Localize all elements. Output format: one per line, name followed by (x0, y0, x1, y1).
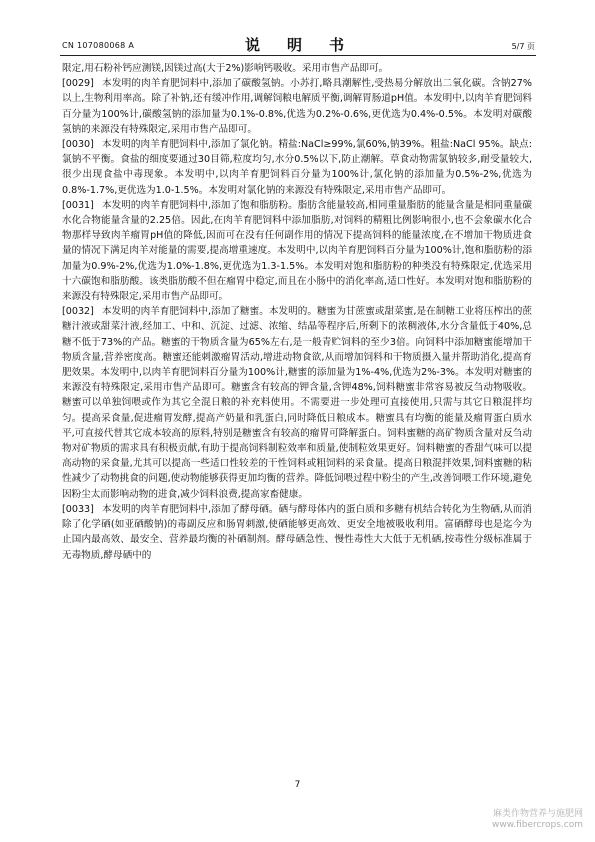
paragraph-0032 (62, 304, 532, 502)
paragraph-text: 本发明的肉羊育肥饲料中,添加了氯化钠。精盐:NaCl≥99%,氯60%,钠39%。粗盐:NaCl 95%。缺点:氯钠不平衡。食盐的细度要通过30目筛,粒度均匀,水分0.5%以下,防止潮解。草食动物需氯钠较多,耐受量较大,很少出现食盐中毒现象。本发明中,以肉羊育肥饲料百分量为100%计,氯化钠的添加量为0.5%-2%,优选为0.8%-1.7%,更优选为1.0-1.5%。本发明对氯化钠的来源没有特殊限定,采用市售产品即可。 (62, 139, 532, 196)
paragraph-text: 本发明的肉羊育肥饲料中,添加了糖蜜。本发明的。糖蜜为甘蔗蜜或甜菜蜜,是在制糖工业将压榨出的蔗糖汁液或甜菜汁液,经加工、中和、沉淀、过滤、浓缩、结晶等程序后,所剩下的浓稠液体,水分含量低于40%,总糖不低于73%的产品。糖蜜的干物质含量为65%左右,是一般青贮饲料的至少3倍。向饲料中添加糖蜜能增加干物质含量,营养密度高。糖蜜还能刺激瘤胃活动,增进动物食欲,从而增加饲料和干物质摄入量并帮助消化,提高育肥效果。本发明中,以肉羊育肥饲料百分量为100%计,糖蜜的添加量为1%-4%,优选为2%-3%。本发明对糖蜜的来源没有特殊限定,采用市售产品即可。糖蜜含有较高的钾含量,含钾48%,饲料糖蜜非常容易被反刍动物吸收。糖蜜可以单独饲喂或作为其它全混日粮的补充料使用。不需要进一步处理可直接使用,只需与其它日粮混拌均匀。提高采食量,促进瘤胃发酵,提高产奶量和乳蛋白,同时降低日粮成本。糖蜜具有均衡的能量及瘤胃蛋白质水平,可直接代替其它成本较高的原料,特别是糖蜜含有较高的瘤胃可降解蛋白。饲料蜜糖的高矿物质含量对反刍动物对矿物质的需求具有积极贡献,有助于提高饲料制粒效率和质量,使制粒效果更好。饲料糖蜜的香甜气味可以提高动物的采食量,尤其可以提高一些适口性较差的干性饲料或粗饲料的采食量。提高日粮混拌效果,饲料蜜糖的粘性减少了动物挑食的问题,使动物能够获得更加均衡的营养。降低饲喂过程中粉尘的产生,改善饲喂工作环境,避免因粉尘太而影响动物的进食,减少饲料浪费,提高家畜健康。 (62, 306, 532, 500)
document-body (62, 61, 532, 563)
paragraph-0030 (62, 137, 532, 198)
page-title: 说 明 书 (244, 36, 350, 54)
doc-number: CN 107080068 A (62, 41, 135, 50)
watermark-text: 麻类作物营养与施肥网 (492, 809, 583, 819)
paragraph-0029 (62, 76, 532, 137)
paragraph-number: [0030] (62, 139, 94, 151)
paragraph-number: [0032] (62, 306, 94, 318)
page-number: 7 (294, 780, 301, 790)
paragraph-text: 本发明的肉羊育肥饲料中,添加了碳酸氢钠。小苏打,略具潮解性,受热易分解放出二氧化碳。含钠27%以上,生物利用率高。除了补钠,还有缓冲作用,调解饲粮电解质平衡,调解胃肠道pH值。本发明中,以肉羊育肥饲料百分量为100%计,碳酸氢钠的添加量为0.1%-0.8%,优选为0.2%-0.6%,更优选为0.4%-0.5%。本发明对碳酸氢钠的来源没有特殊限定,采用市售产品即可。 (62, 78, 532, 135)
paragraph-number: [0031] (62, 199, 94, 211)
paragraph-number: [0029] (62, 78, 94, 90)
paragraph-0033 (62, 502, 532, 563)
lead-line: 限定,用石粉补钙应测镁,因镁过高(大于2%)影响钙吸收。采用市售产品即可。 (62, 63, 389, 74)
paragraph-0031 (62, 198, 532, 304)
page-label: 5/7 页 (511, 42, 535, 51)
watermark-url: www.fibercrops.com (492, 820, 583, 830)
header-divider (60, 55, 536, 56)
paragraph-text: 本发明的肉羊育肥饲料中,添加了饱和脂肪粉。脂肪含能量较高,相同重量脂肪的能量含量是相同重量碳水化合物能量含量的2.25倍。因此,在肉羊育肥饲料中添加脂肪,对饲料的精粗比例影响很小,也不会象碳水化合物那样导致肉羊瘤胃pH值的降低,因而可在没有任何副作用的情况下提高饲料的能量浓度,在不增加干物质进食量的情况下满足肉羊对能量的需要,提高增重速度。本发明中,以肉羊育肥饲料百分量为100%计,饱和脂肪粉的添加量为0.9%-2%,优选为1.0%-1.8%,更优选为1.3-1.5%。本发明对饱和脂肪粉的种类没有特殊限定,优选采用十六碳饱和脂肪酸。该类脂肪酸不但在瘤胃中稳定,而且在小肠中的消化率高,适口性好。本发明对饱和脂肪粉的来源没有特殊限定,采用市售产品即可。 (62, 199, 532, 303)
paragraph-number: [0033] (62, 503, 94, 515)
paragraph-text: 本发明的肉羊育肥饲料中,添加了酵母硒。硒与酵母体内的蛋白质和多糖有机结合转化为生物硒,从而消除了化学硒(如亚硒酸钠)的毒副反应和肠胃刺激,使硒能够更高效、更安全地被吸收利用。富硒酵母也是迄今为止国内最高效、最安全、营养最均衡的补硒制剂。酵母硒急性、慢性毒性大大低于无机硒,按毒性分级标准属于无毒物质,酵母硒中的 (62, 503, 532, 561)
